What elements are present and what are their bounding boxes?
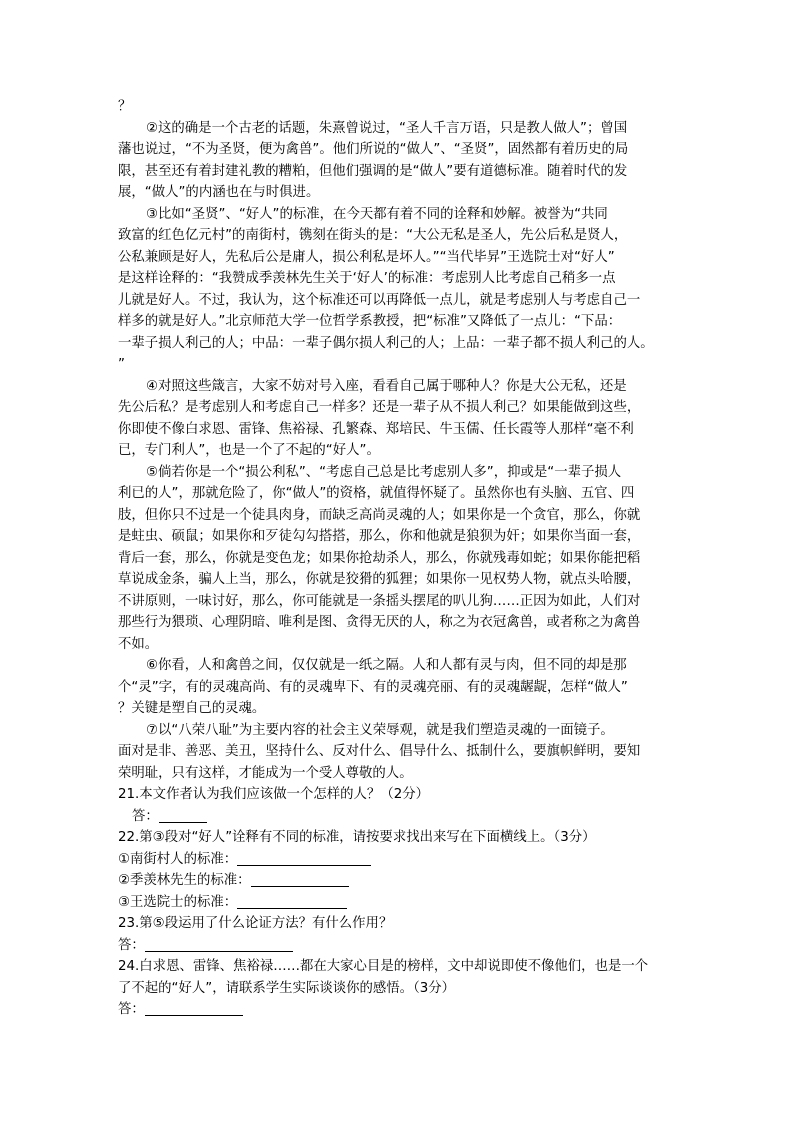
paragraph-line: ③比如“圣贤”、“好人”的标准，在今天都有着不同的诠释和妙解。被誉为“共同 (146, 206, 608, 222)
answer-label: ②季羡林先生的标准： (118, 873, 251, 888)
answer-row (118, 999, 678, 1021)
paragraph-line: 不如。 (118, 636, 159, 652)
answer-label: 答： (118, 937, 145, 953)
answer-row (118, 935, 678, 957)
document-page (118, 96, 678, 1021)
paragraph-line: 是蛀虫、硕鼠；如果你和歹徒勾勾搭搭，那么，你和他就是狼狈为奸；如果你当面一套， (118, 529, 641, 544)
paragraph-line: 儿就是好人。不过，我认为，这个标准还可以再降低一点儿，就是考虑别人与考虑自己一 (118, 292, 641, 308)
question-23 (118, 913, 678, 956)
question-24 (118, 956, 678, 1021)
paragraph-line: 肢，但你只不过是一个徒具肉身，而缺乏高尚灵魂的人；如果你是一个贪官，那么，你就 (118, 507, 641, 523)
paragraph-line: ④对照这些箴言，大家不妨对号入座，看看自己属于哪种人？你是大公无私，还是 (146, 378, 627, 394)
paragraph-line: 那些行为猥琐、心理阴暗、唯利是图、贪得无厌的人，称之为衣冠禽兽，或者称之为禽兽 (118, 615, 641, 630)
paragraph-line: 不讲原则，一味讨好，那么，你可能就是一条摇头摆尾的叭儿狗……正因为如此，人们对 (118, 593, 641, 609)
answer-blank[interactable] (159, 807, 207, 823)
paragraph-line: 藩也说过，“不为圣贤，便为禽兽”。他们所说的“做人”、“圣贤”，固然都有着历史的局 (118, 142, 629, 157)
paragraph-line: 先公后私？是考虑别人和考虑自己一样多？还是一辈子从不损人利己？如果能做到这些， (118, 400, 641, 415)
paragraph-6 (118, 655, 678, 720)
paragraph-line: 个“灵”字，有的灵魂高尚、有的灵魂卑下、有的灵魂亮丽、有的灵魂龌龊，怎样“做人” (118, 679, 628, 695)
paragraph-line: 面对是非、善恶、美丑，坚持什么、反对什么、倡导什么、抵制什么，要旗帜鲜明，要知 (118, 744, 641, 759)
paragraph-line: 展，“做人”的内涵也在与时俱进。 (118, 185, 320, 200)
paragraph-line: ” (118, 357, 125, 372)
paragraph-line: 限，甚至还有着封建礼教的糟粕，但他们强调的是“做人”要有道德标准。随着时代的发 (118, 163, 628, 179)
question-text: 23.第⑤段运用了什么论证方法？有什么作用？ (118, 916, 393, 931)
answer-label: ①南街村人的标准： (118, 851, 238, 867)
answer-blank[interactable] (237, 893, 347, 909)
question-text: 了不起的“好人”，请联系学生实际谈谈你的感悟。（3分） (118, 980, 456, 996)
answer-row (118, 892, 678, 914)
question-22 (118, 827, 678, 913)
answer-row (118, 806, 678, 828)
answer-row (118, 870, 678, 892)
answer-row (118, 849, 678, 871)
paragraph-line: 利已的人”，那就危险了，你“做人”的资格，就值得怀疑了。虽然你也有头脑、五官、四 (118, 486, 635, 501)
paragraph-1-fragment: ？ (118, 99, 132, 114)
paragraph-2 (118, 118, 678, 204)
answer-blank[interactable] (251, 871, 349, 887)
question-text: 22.第③段对“好人”诠释有不同的标准，请按要求找出来写在下面横线上。（3分） (118, 830, 596, 845)
question-21 (118, 784, 678, 827)
question-text: 24.白求恩、雷锋、焦裕禄……都在大家心目是的榜样，文中却说即使不像他们，也是一个 (118, 959, 649, 974)
paragraph-3 (118, 204, 678, 376)
paragraph-line: ⑤倘若你是一个“损公利私”、“考虑自己总是比考虑别人多”，抑或是“一辈子损人 (146, 464, 622, 480)
paragraph-line: 样多的就是好人。”北京师范大学一位哲学系教授，把“标准”又降低了一点儿：“下品： (118, 314, 622, 329)
paragraph-line: 背后一套，那么，你就是变色龙；如果你抢劫杀人，那么，你就残毒如蛇；如果你能把稻 (118, 550, 641, 566)
answer-blank[interactable] (145, 1000, 243, 1016)
paragraph-line: 致富的红色亿元村”的南街村，镌刻在街头的是：“大公无私是圣人，先公后私是贤人， (118, 228, 628, 243)
answer-blank[interactable] (237, 850, 371, 866)
answer-label: ③王选院士的标准： (118, 894, 238, 910)
paragraph-line: 一辈子损人利己的人；中品：一辈子偶尔损人利己的人；上品：一辈子都不损人利己的人。 (118, 335, 654, 351)
paragraph-line: 草说成金条，骗人上当，那么，你就是狡猾的狐狸；如果你一见权势人物，就点头哈腰， (118, 572, 641, 587)
paragraph-line: 公私兼顾是好人，先私后公是庸人，损公利私是坏人。”“当代毕昇”王选院士对“好人” (118, 249, 615, 265)
paragraph-7 (118, 720, 678, 785)
paragraph-line: ⑥你看，人和禽兽之间，仅仅就是一纸之隔。人和人都有灵与肉，但不同的却是那 (146, 658, 627, 673)
answer-blank[interactable] (145, 936, 293, 952)
paragraph-line: 荣明耻，只有这样，才能成为一个受人尊敬的人。 (118, 765, 413, 781)
answer-label: 答： (118, 1002, 145, 1017)
answer-label: 答： (132, 808, 159, 824)
paragraph-line: ②这的确是一个古老的话题，朱熹曾说过，“圣人千言万语，只是教人做人”；曾国 (146, 120, 628, 136)
paragraph-line: 你即使不像白求恩、雷锋、焦裕禄、孔繁森、郑培民、牛玉儒、任长霞等人那样“毫不利 (118, 421, 634, 437)
paragraph-line: ？关键是塑自己的灵魂。 (118, 701, 266, 716)
question-text: 21.本文作者认为我们应该做一个怎样的人？（2分） (118, 787, 430, 802)
paragraph-line: 是这样诠释的：“我赞成季羡林先生关于‘好人’的标准：考虑别人比考虑自己稍多一点 (118, 271, 616, 286)
paragraph-4 (118, 376, 678, 462)
paragraph-line: ⑦以“八荣八耻”为主要内容的社会主义荣辱观，就是我们塑造灵魂的一面镜子。 (146, 722, 614, 738)
paragraph-5 (118, 462, 678, 656)
paragraph-line: 已，专门利人”，也是一个了不起的“好人”。 (118, 443, 380, 458)
